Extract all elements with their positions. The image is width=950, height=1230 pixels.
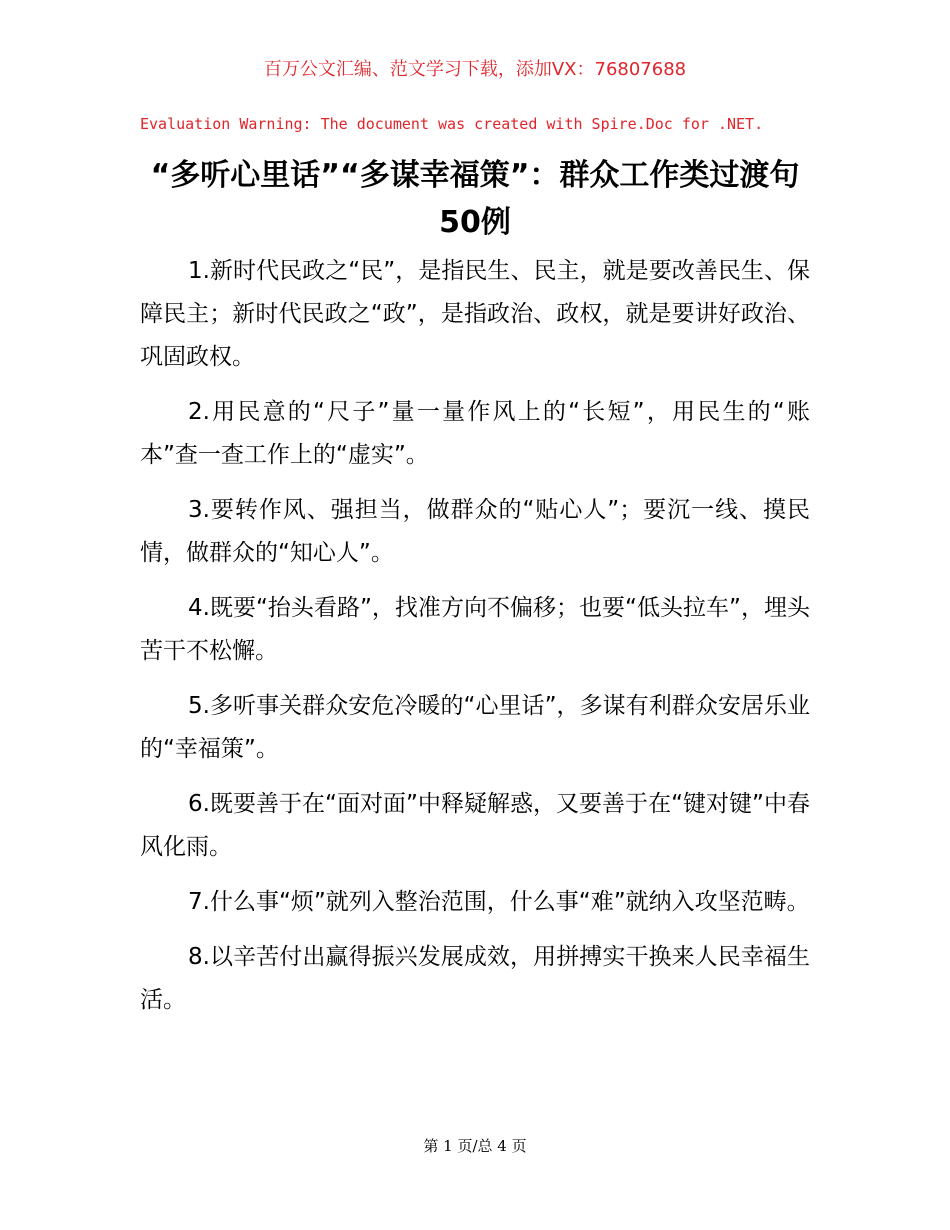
paragraph-1: 1.新时代民政之“民”，是指民生、民主，就是要改善民生、保障民主；新时代民政之“政”，是指政治、政权，就是要讲好政治、巩固政权。 xyxy=(140,258,810,370)
page-footer-number: 第 1 页/总 4 页 xyxy=(423,1137,527,1155)
paragraph-6: 6.既要善于在“面对面”中释疑解惑，又要善于在“键对键”中春风化雨。 xyxy=(140,791,810,860)
paragraph-2: 2.用民意的“尺子”量一量作风上的“长短”，用民生的“账本”查一查工作上的“虚实”。 xyxy=(140,399,810,468)
paragraph-3: 3.要转作风、强担当，做群众的“贴心人”；要沉一线、摸民情，做群众的“知心人”。 xyxy=(140,497,810,566)
evaluation-warning: Evaluation Warning: The document was created with Spire.Doc for .NET. xyxy=(140,115,764,133)
paragraph-5: 5.多听事关群众安危冷暖的“心里话”，多谋有利群众安居乐业的“幸福策”。 xyxy=(140,693,810,762)
paragraph-8: 8.以辛苦付出赢得振兴发展成效，用拼搏实干换来人民幸福生活。 xyxy=(140,944,810,1013)
document-title: “多听心里话”“多谋幸福策”：群众工作类过渡句50例 xyxy=(150,158,800,240)
document-body xyxy=(140,250,810,1034)
paragraph-4: 4.既要“抬头看路”，找准方向不偏移；也要“低头拉车”，埋头苦干不松懈。 xyxy=(140,595,810,664)
paragraph-7: 7.什么事“烦”就列入整治范围，什么事“难”就纳入攻坚范畴。 xyxy=(188,889,810,915)
header-ad-banner: 百万公文汇编、范文学习下载，添加VX：76807688 xyxy=(263,59,687,80)
